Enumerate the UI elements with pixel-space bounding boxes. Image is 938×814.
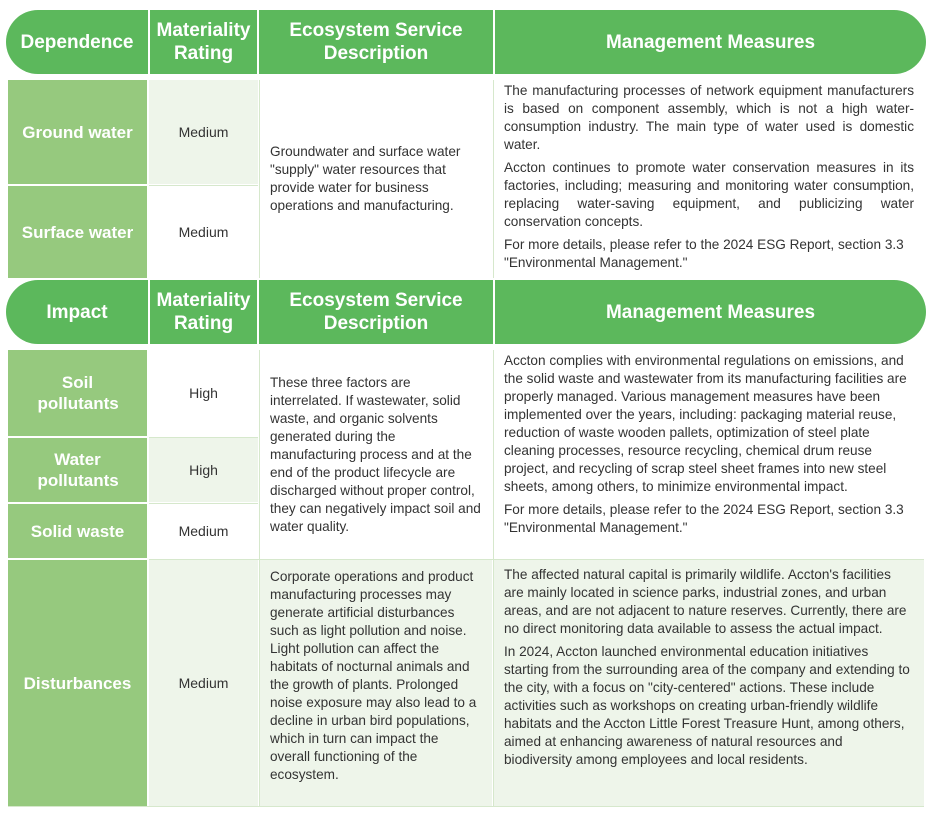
disturbances-management-measures	[494, 560, 924, 806]
header-dependence: Dependence	[20, 31, 134, 53]
water-description-text: Groundwater and surface water "supply" water resources that provide water for business operations and manufacturing.	[270, 144, 461, 213]
water-management-measures	[494, 82, 924, 278]
row-label-disturbances: Disturbances	[8, 560, 147, 806]
header-management-measures: Management Measures	[605, 31, 816, 53]
header-impact: Impact	[46, 301, 108, 323]
disturbances-description-text: Corporate operations and product manufacturing processes may generate artificial disturbances such as light pollution and noise. Light pollution can affect the habitats of nocturnal animals and the growth of plants. Prolonged noise exposure may also lead to a decline in urban bird populations, which in turn can impact the overall functioning of the ecosystem.	[270, 569, 477, 782]
pollutants-description-text: These three factors are interrelated. If wastewater, solid waste, and organic solvents generated during the manufacturing process and at the end of the product lifecycle are discharged without proper control, they can negatively impact soil and water quality.	[270, 375, 481, 534]
header-management-measures: Management Measures	[605, 301, 816, 323]
pollutants-service-description	[260, 374, 492, 558]
rating-surface-water: Medium	[178, 224, 229, 240]
pollutants-measures-p2: For more details, please refer to the 2024 ESG Report, section 3.3 "Environmental Management."	[504, 502, 904, 535]
rating-ground-water: Medium	[149, 80, 258, 184]
row-label-ground-water: Ground water	[8, 80, 147, 184]
row-label-surface-water: Surface water	[8, 186, 147, 278]
rating-solid-waste: Medium	[178, 523, 229, 539]
disturbances-measures-p2: In 2024, Accton launched environmental education initiatives starting from the surrounding area of the company and extending to the city, with a focus on "city-centered" actions. These include activities such as workshops on creating urban-friendly wildlife habitats and the Accton Little Forest Treasure Hunt, among others, aimed at enhancing awareness of natural resources and biodiversity among employees and local residents.	[504, 644, 910, 767]
water-service-description	[260, 80, 492, 278]
disturbances-service-description	[260, 560, 492, 806]
water-measures-p2: Accton continues to promote water conservation measures in its factories, including; measuring and monitoring water consumption, replacing water-saving equipment, and publicizing water conservation concepts.	[504, 160, 914, 229]
row-label-soil-pollutants: Soil pollutants	[8, 350, 147, 436]
rating-water-pollutants: High	[149, 438, 258, 502]
dependence-header	[6, 10, 926, 74]
rating-soil-pollutants: High	[189, 385, 218, 401]
row-label-solid-waste: Solid waste	[8, 504, 147, 558]
pollutants-management-measures	[494, 352, 924, 558]
rating-disturbances: Medium	[149, 560, 258, 806]
pollutants-measures-p1: Accton complies with environmental regulations on emissions, and the solid waste and wastewater from its manufacturing facilities are properly managed. Various management measures have been implemented over the years, including: packaging material reuse, reduction of waste wooden pallets, optimization of steel plate cleaning processes, resource recycling, chemical drum reuse project, and recycling of scrap steel sheet frames into new steel sheets, among others, to minimize environmental impact.	[504, 353, 907, 494]
header-materiality-rating: Materiality Rating	[156, 20, 251, 64]
header-ecosystem-service: Ecosystem Service Description	[289, 290, 463, 334]
header-ecosystem-service: Ecosystem Service Description	[289, 20, 463, 64]
disturbances-measures-p1: The affected natural capital is primarily wildlife. Accton's facilities are mainly located in science parks, industrial zones, and urban areas, and are not adjacent to nature reserves. Currently, there are no direct monitoring data available to assess the actual impact.	[504, 567, 907, 636]
header-materiality-rating: Materiality Rating	[156, 290, 251, 334]
impact-header	[6, 280, 926, 344]
row-label-water-pollutants: Water pollutants	[8, 438, 147, 502]
water-measures-p3: For more details, please refer to the 2024 ESG Report, section 3.3 "Environmental Management."	[504, 237, 904, 270]
water-measures-p1: The manufacturing processes of network equipment manufacturers is based on component assembly, which is not a high water-consumption industry. The main type of water used is domestic water.	[504, 83, 914, 152]
